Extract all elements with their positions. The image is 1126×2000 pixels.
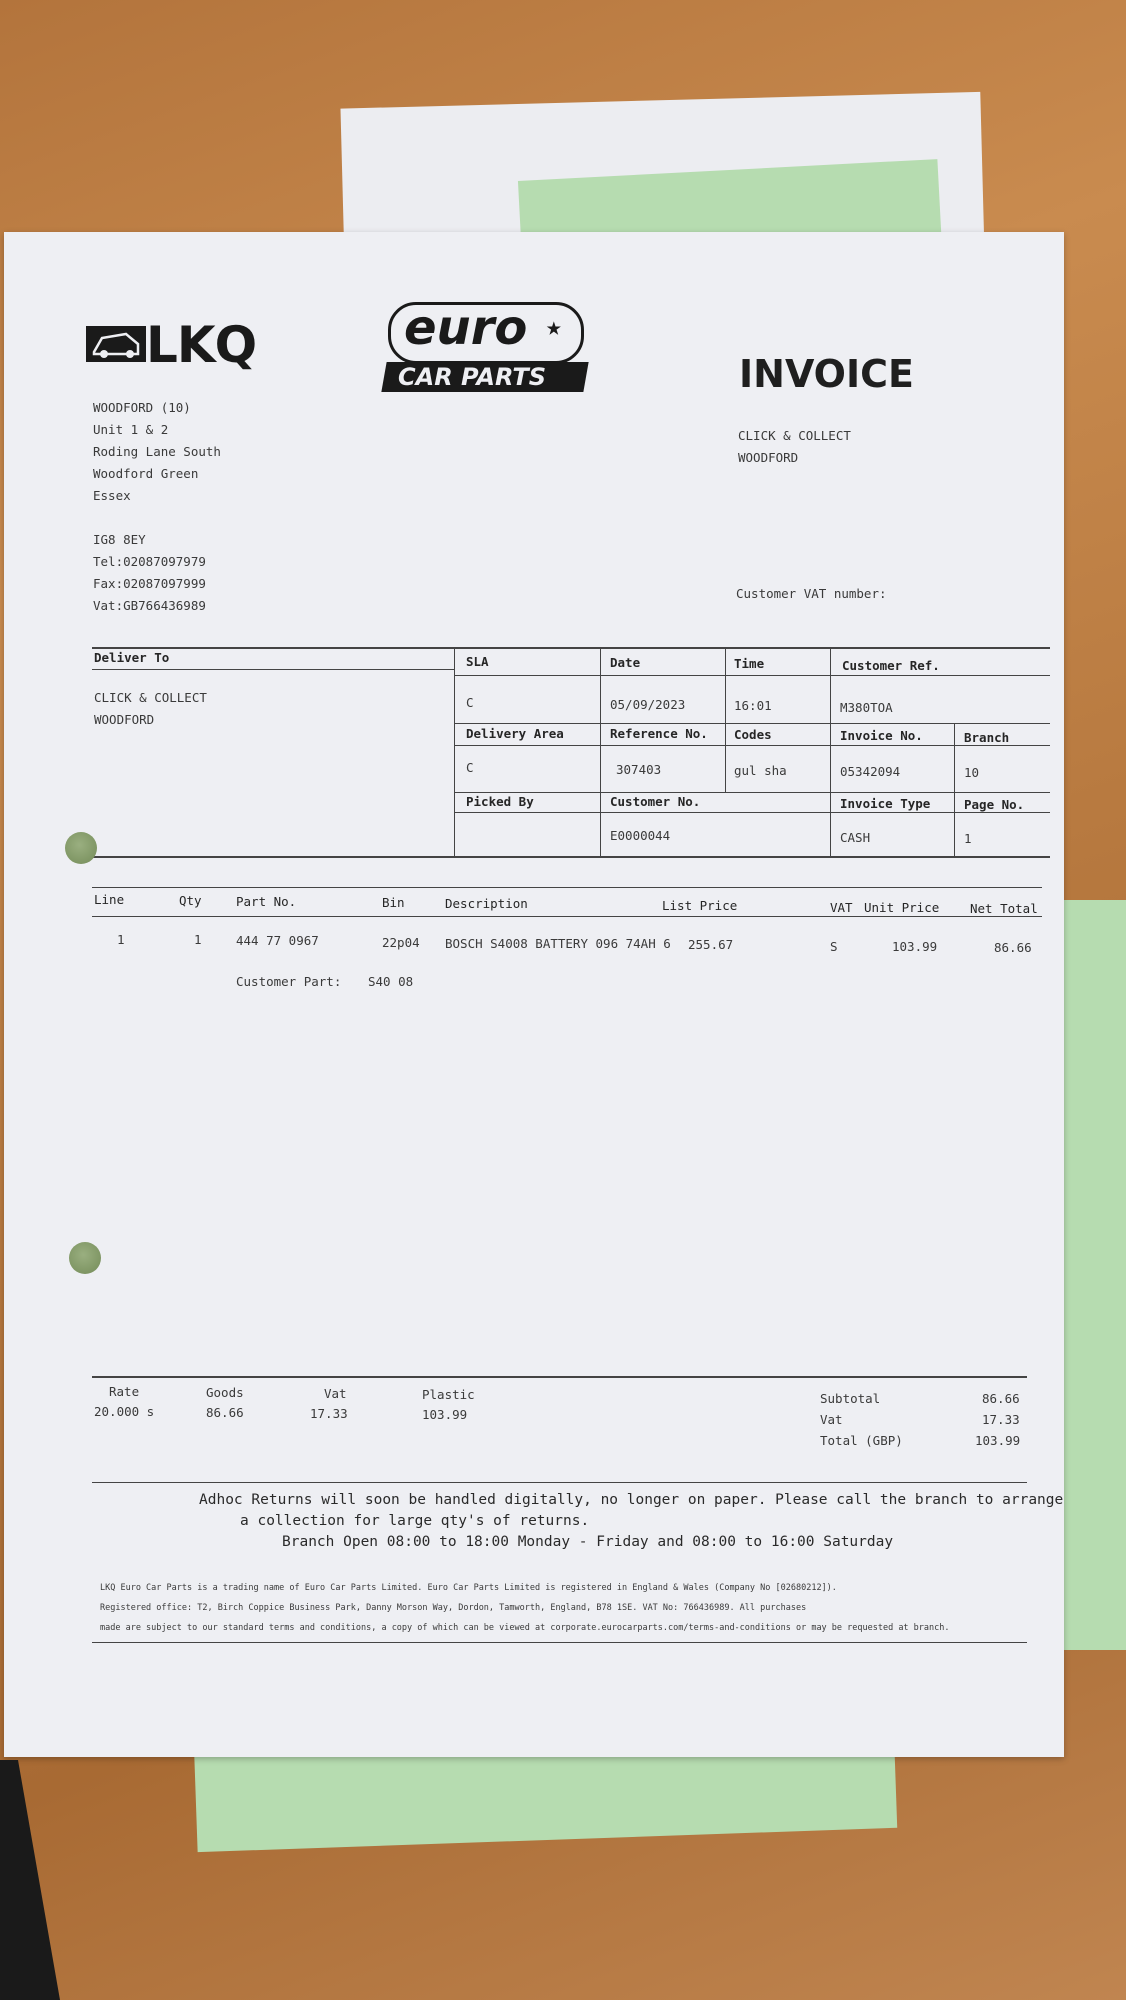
deliver-to-label: Deliver To [94, 650, 170, 665]
cell-description: BOSCH S4008 BATTERY 096 74AH 6 [445, 936, 671, 951]
customer-no-label: Customer No. [610, 794, 701, 809]
invoice-type-label: Invoice Type [840, 796, 931, 811]
address-line: WOODFORD (10) [93, 400, 191, 415]
dark-object [0, 1760, 60, 2000]
col-header-unit-price: Unit Price [864, 900, 940, 915]
invoice-no-value: 05342094 [840, 764, 901, 779]
address-line: Essex [93, 488, 131, 503]
cell-line: 1 [117, 932, 125, 947]
col-header-description: Description [445, 896, 528, 911]
customer-ref-label: Customer Ref. [842, 658, 940, 673]
customer-vat-label: Customer VAT number: [736, 586, 887, 601]
vat-value: 17.33 [310, 1406, 348, 1421]
picked-by-label: Picked By [466, 794, 534, 809]
rate-value: 20.000 s [94, 1404, 155, 1419]
codes-label: Codes [734, 727, 772, 742]
cell-list-price: 255.67 [688, 937, 734, 952]
rate-label: Rate [109, 1384, 140, 1399]
col-header-line: Line [94, 892, 125, 907]
invoice-type-value: CASH [840, 830, 871, 845]
col-header-bin: Bin [382, 895, 405, 910]
cell-qty: 1 [194, 932, 202, 947]
subtotal-value: 86.66 [982, 1391, 1020, 1406]
branch-label: Branch [964, 730, 1010, 745]
address-line: Roding Lane South [93, 444, 221, 459]
sla-value: C [466, 695, 474, 710]
codes-value: gul sha [734, 763, 787, 778]
col-header-qty: Qty [179, 893, 202, 908]
col-header-net-total: Net Total [970, 901, 1038, 916]
branch-hours: Branch Open 08:00 to 18:00 Monday - Friday and 08:00 to 16:00 Saturday [282, 1534, 894, 1550]
deliver-to-line: CLICK & COLLECT [94, 690, 207, 705]
cell-part-no: 444 77 0967 [236, 933, 319, 948]
subtotal-label: Subtotal [820, 1391, 881, 1406]
col-header-vat: VAT [830, 900, 853, 915]
address-line: Unit 1 & 2 [93, 422, 169, 437]
branch-value: 10 [964, 765, 980, 780]
plastic-value: 103.99 [422, 1407, 468, 1422]
deliver-to-line: WOODFORD [94, 712, 155, 727]
col-header-part-no: Part No. [236, 894, 297, 909]
goods-value: 86.66 [206, 1405, 244, 1420]
delivery-area-value: C [466, 760, 474, 775]
customer-part-label: Customer Part: [236, 974, 342, 989]
telephone: Tel:02087097979 [93, 554, 206, 569]
date-label: Date [610, 655, 641, 670]
car-icon [86, 324, 146, 364]
branch-vat: Vat:GB766436989 [93, 598, 206, 613]
reference-no-label: Reference No. [610, 726, 708, 741]
time-label: Time [734, 656, 765, 671]
star-icon: ★ [546, 312, 562, 342]
legal-line: made are subject to our standard terms and conditions, a copy of which can be viewed at corporate.eurocarparts.com/terms-and-conditions or may be requested at branch. [100, 1623, 950, 1633]
cell-vat: S [830, 939, 838, 954]
cell-unit-price: 103.99 [892, 939, 938, 954]
punch-hole-bottom [69, 1242, 101, 1274]
customer-ref-value: M380TOA [840, 700, 893, 715]
total-gbp-label: Total (GBP) [820, 1433, 903, 1448]
customer-no-value: E0000044 [610, 828, 671, 843]
sla-label: SLA [466, 654, 489, 669]
total-gbp-value: 103.99 [975, 1433, 1021, 1448]
collect-line: CLICK & COLLECT [738, 428, 851, 443]
time-value: 16:01 [734, 698, 772, 713]
customer-part-value: S40 08 [368, 974, 414, 989]
totals-vat-label: Vat [820, 1412, 843, 1427]
reference-no-value: 307403 [616, 762, 662, 777]
notice-line: Adhoc Returns will soon be handled digitally, no longer on paper. Please call the branch to arrange [199, 1492, 1064, 1508]
vat-label: Vat [324, 1386, 347, 1401]
notice-line: a collection for large qty's of returns. [240, 1513, 590, 1529]
goods-label: Goods [206, 1385, 244, 1400]
delivery-area-label: Delivery Area [466, 726, 564, 741]
lkq-logo [86, 316, 331, 374]
address-line: Woodford Green [93, 466, 199, 481]
punch-hole-top [65, 832, 97, 864]
cell-bin: 22p04 [382, 935, 420, 950]
cell-net-total: 86.66 [994, 940, 1032, 955]
page-title: INVOICE [739, 352, 914, 396]
page-no-label: Page No. [964, 797, 1025, 812]
plastic-label: Plastic [422, 1387, 475, 1402]
legal-line: LKQ Euro Car Parts is a trading name of Euro Car Parts Limited. Euro Car Parts Limited is registered in England & Wales (Company No [02680212]). [100, 1583, 837, 1593]
euro-logo-subtext: CAR PARTS [398, 363, 547, 391]
legal-line: Registered office: T2, Birch Coppice Business Park, Danny Morson Way, Dordon, Tamworth, England, B78 1SE. VAT No: 766436989. All purchases [100, 1603, 807, 1613]
date-value: 05/09/2023 [610, 697, 686, 712]
lkq-logo-text: LKQ [146, 316, 257, 374]
postcode: IG8 8EY [93, 532, 146, 547]
euro-car-parts-logo [384, 302, 589, 394]
page-no-value: 1 [964, 831, 972, 846]
col-header-list-price: List Price [662, 898, 738, 913]
euro-logo-text: euro [404, 300, 528, 356]
invoice-page [4, 232, 1064, 1757]
invoice-no-label: Invoice No. [840, 728, 923, 743]
fax: Fax:02087097999 [93, 576, 206, 591]
totals-vat-value: 17.33 [982, 1412, 1020, 1427]
collect-line: WOODFORD [738, 450, 799, 465]
